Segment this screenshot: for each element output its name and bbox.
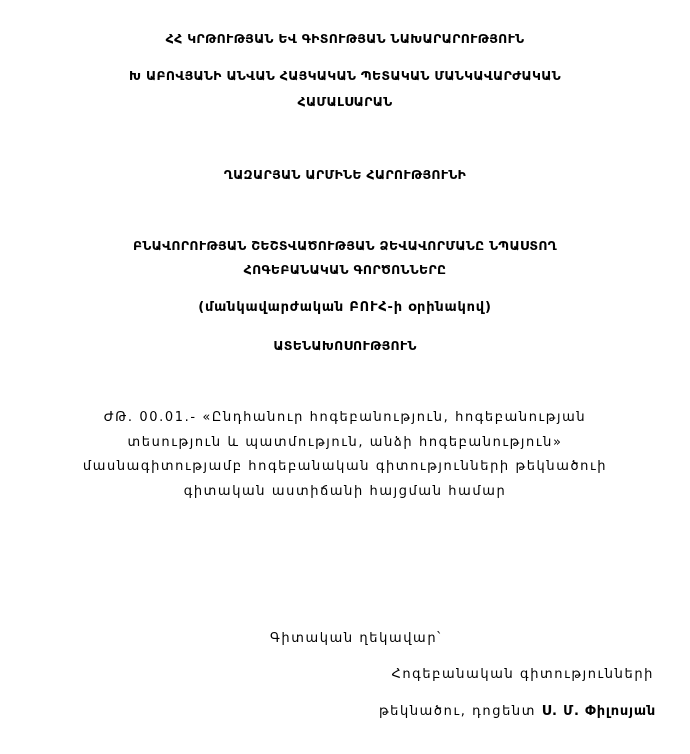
- university-name-line2: ՀԱՄԱԼՍԱՐԱՆ: [297, 94, 393, 109]
- thesis-title-line2: ՀՈԳԵԲԱՆԱԿԱՆ ԳՈՐԾՈՆՆԵՐԸ: [243, 262, 447, 277]
- ministry-name: ՀՀ ԿՐԹՈՒԹՅԱՆ ԵՎ ԳԻՏՈՒԹՅԱՆ ՆԱԽԱՐԱՐՈՒԹՅՈՒՆ: [165, 31, 525, 46]
- thesis-type: ԱՏԵՆԱԽՈՍՈՒԹՅՈՒՆ: [273, 338, 417, 353]
- supervisor-name: Ս. Մ. Փիլոսյան: [541, 704, 656, 719]
- specialty-line1: ԺԹ. 00.01.- «Ընդհանուր հոգեբանություն, հոգեբանության: [103, 410, 587, 425]
- university-name-line1: Խ ԱԲՈՎՅԱՆԻ ԱՆՎԱՆ ՀԱՅԿԱԿԱՆ ՊԵՏԱԿԱՆ ՄԱՆԿԱՎԱՐԺԱԿԱՆ: [129, 68, 561, 83]
- thesis-subtitle: (մանկավարժական ԲՈՒՀ-ի օրինակով): [198, 300, 492, 315]
- specialty-line2: տեսություն և պատմություն, անձի հոգեբանություն»: [127, 435, 563, 450]
- supervisor-degree-line1: Հոգեբանական գիտությունների: [391, 667, 654, 682]
- thesis-title-line1: ԲՆԱՎՈՐՈՒԹՅԱՆ ՇԵՇՏՎԱԾՈՒԹՅԱՆ ՁԵՎԱՎՈՐՄԱՆԸ ՆՊԱՍՏՈՂ: [133, 238, 557, 253]
- specialty-line4: գիտական աստիճանի հայցման համար: [183, 484, 507, 499]
- supervisor-label: Գիտական ղեկավար՝: [270, 631, 442, 646]
- supervisor-degree-line2: [379, 705, 656, 718]
- specialty-line3: մասնագիտությամբ հոգեբանական գիտությունների թեկնածուի: [82, 459, 608, 474]
- author-name: ՂԱԶԱՐՅԱՆ ԱՐՄԻՆԵ ՀԱՐՈՒԹՅՈՒՆԻ: [223, 167, 467, 182]
- supervisor-degree-text: թեկնածու, դոցենտ: [378, 704, 537, 719]
